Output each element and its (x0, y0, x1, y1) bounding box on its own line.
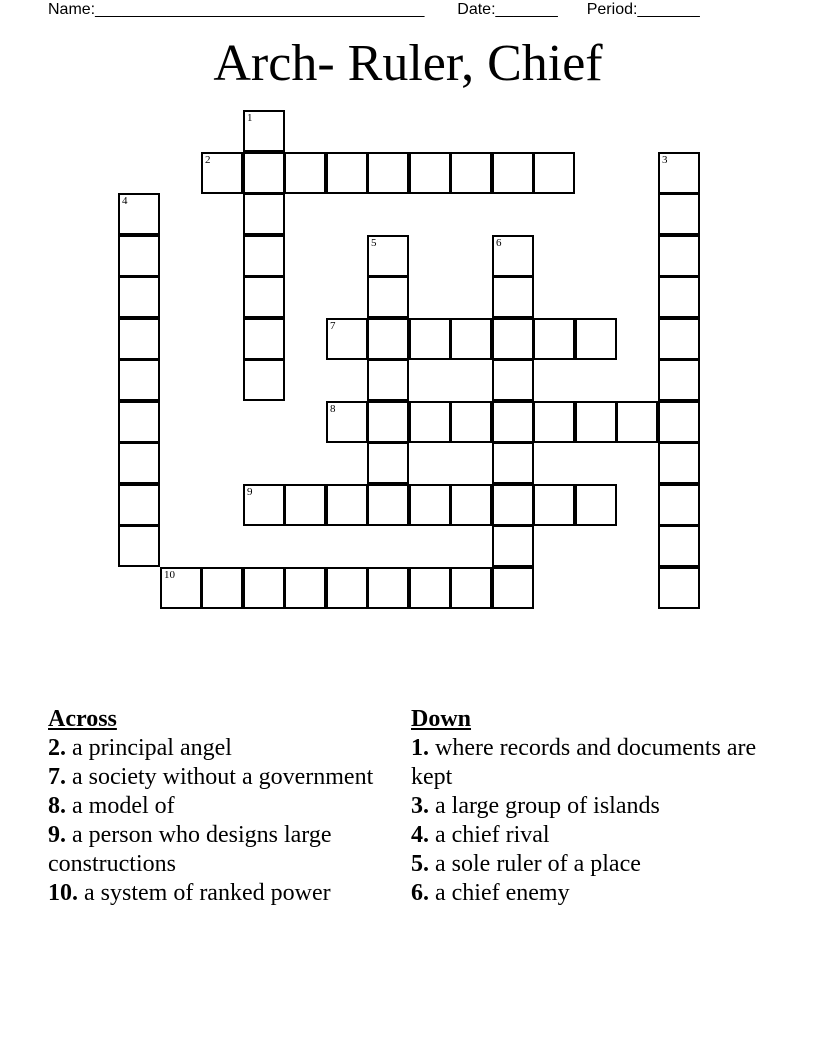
grid-cell[interactable] (326, 401, 368, 443)
grid-cell[interactable] (118, 276, 160, 318)
name-blank[interactable]: _____________________________________ (95, 1, 425, 18)
clue-number-label: 7 (330, 320, 336, 332)
grid-cell[interactable] (118, 235, 160, 277)
grid-cell[interactable] (450, 484, 492, 526)
grid-cell[interactable] (533, 401, 575, 443)
grid-cell[interactable] (658, 276, 700, 318)
clue-number-label: 10 (164, 569, 175, 581)
grid-cell[interactable] (409, 152, 451, 194)
grid-cell[interactable] (492, 567, 534, 609)
grid-cell[interactable] (118, 318, 160, 360)
grid-cell[interactable] (658, 359, 700, 401)
clue-text: a society without a government (72, 764, 374, 790)
clue-number: 1. (411, 735, 429, 761)
clue-number-label: 6 (496, 237, 502, 249)
grid-cell[interactable] (575, 318, 617, 360)
grid-cell[interactable] (326, 567, 368, 609)
grid-cell[interactable] (243, 193, 285, 235)
grid-cell[interactable] (243, 152, 285, 194)
grid-cell[interactable] (492, 152, 534, 194)
grid-cell[interactable] (450, 152, 492, 194)
grid-cell[interactable] (492, 359, 534, 401)
grid-cell[interactable] (284, 567, 326, 609)
grid-cell[interactable] (533, 318, 575, 360)
grid-cell[interactable] (243, 567, 285, 609)
grid-cell[interactable] (492, 442, 534, 484)
grid-cell[interactable] (284, 484, 326, 526)
across-clues (48, 704, 393, 908)
grid-cell[interactable] (367, 401, 409, 443)
period-label: Period: (586, 1, 638, 18)
date-label: Date: (457, 1, 496, 18)
grid-cell[interactable] (533, 152, 575, 194)
grid-cell[interactable] (367, 567, 409, 609)
grid-cell[interactable] (118, 359, 160, 401)
grid-cell[interactable] (367, 235, 409, 277)
grid-cell[interactable] (201, 152, 243, 194)
across-heading: Across (48, 706, 117, 732)
date-blank[interactable]: _______ (495, 1, 558, 18)
grid-cell[interactable] (658, 484, 700, 526)
grid-cell[interactable] (367, 318, 409, 360)
puzzle-title: Arch- Ruler, Chief (213, 35, 603, 92)
down-clues (411, 704, 771, 908)
clue-number: 5. (411, 851, 429, 877)
grid-cell[interactable] (450, 567, 492, 609)
grid-cell[interactable] (492, 484, 534, 526)
down-heading: Down (411, 706, 472, 732)
grid-cell[interactable] (492, 525, 534, 567)
grid-cell[interactable] (492, 401, 534, 443)
grid-cell[interactable] (367, 276, 409, 318)
grid-cell[interactable] (575, 401, 617, 443)
grid-cell[interactable] (450, 318, 492, 360)
clue-number: 3. (411, 793, 429, 819)
grid-cell[interactable] (118, 193, 160, 235)
grid-cell[interactable] (118, 484, 160, 526)
clue-text: where records and documents are kept (411, 735, 757, 790)
grid-cell[interactable] (492, 235, 534, 277)
grid-cell[interactable] (658, 193, 700, 235)
grid-cell[interactable] (658, 525, 700, 567)
grid-cell[interactable] (658, 442, 700, 484)
down-clue (411, 792, 771, 821)
across-clue (48, 879, 393, 908)
grid-cell[interactable] (243, 484, 285, 526)
grid-cell[interactable] (326, 152, 368, 194)
grid-cell[interactable] (409, 318, 451, 360)
grid-cell[interactable] (658, 401, 700, 443)
grid-cell[interactable] (201, 567, 243, 609)
clue-number-label: 1 (247, 112, 253, 124)
grid-cell[interactable] (367, 359, 409, 401)
grid-cell[interactable] (450, 401, 492, 443)
clue-number: 10. (48, 880, 78, 906)
clue-number: 8. (48, 793, 66, 819)
grid-cell[interactable] (118, 401, 160, 443)
grid-cell[interactable] (326, 484, 368, 526)
clue-number: 7. (48, 764, 66, 790)
grid-cell[interactable] (616, 401, 658, 443)
clue-number-label: 5 (371, 237, 377, 249)
across-clue (48, 763, 393, 792)
clue-number: 6. (411, 880, 429, 906)
clue-number-label: 9 (247, 486, 253, 498)
grid-cell[interactable] (658, 235, 700, 277)
clue-text: a principal angel (72, 735, 232, 761)
down-clue (411, 821, 771, 850)
grid-cell[interactable] (284, 152, 326, 194)
clue-text: a chief enemy (435, 880, 570, 906)
clue-text: a sole ruler of a place (435, 851, 641, 877)
grid-cell[interactable] (367, 152, 409, 194)
grid-cell[interactable] (243, 235, 285, 277)
grid-cell[interactable] (533, 484, 575, 526)
grid-cell[interactable] (243, 318, 285, 360)
grid-cell[interactable] (409, 484, 451, 526)
grid-cell[interactable] (492, 318, 534, 360)
grid-cell[interactable] (658, 567, 700, 609)
clue-number-label: 2 (205, 154, 211, 166)
grid-cell[interactable] (658, 318, 700, 360)
grid-cell[interactable] (409, 401, 451, 443)
grid-cell[interactable] (575, 484, 617, 526)
across-clue (48, 734, 393, 763)
across-clue (48, 821, 393, 879)
clue-number: 4. (411, 822, 429, 848)
grid-cell[interactable] (492, 276, 534, 318)
clue-number: 9. (48, 822, 66, 848)
grid-cell[interactable] (367, 442, 409, 484)
grid-cell[interactable] (243, 359, 285, 401)
clue-text: a model of (72, 793, 175, 819)
grid-cell[interactable] (118, 442, 160, 484)
clue-number-label: 4 (122, 195, 128, 207)
grid-cell[interactable] (243, 110, 285, 152)
grid-cell[interactable] (367, 484, 409, 526)
clue-text: a chief rival (435, 822, 550, 848)
grid-cell[interactable] (118, 525, 160, 567)
clue-number-label: 3 (662, 154, 668, 166)
grid-cell[interactable] (160, 567, 202, 609)
clue-text: a person who designs large constructions (48, 822, 332, 877)
across-clue (48, 792, 393, 821)
grid-cell[interactable] (409, 567, 451, 609)
clue-text: a system of ranked power (84, 880, 331, 906)
down-clue (411, 734, 771, 792)
clue-number: 2. (48, 735, 66, 761)
grid-cell[interactable] (326, 318, 368, 360)
down-clue (411, 879, 771, 908)
name-label: Name: (48, 1, 96, 18)
clue-number-label: 8 (330, 403, 336, 415)
down-clue (411, 850, 771, 879)
clue-text: a large group of islands (435, 793, 660, 819)
grid-cell[interactable] (243, 276, 285, 318)
period-blank[interactable]: _______ (637, 1, 700, 18)
grid-cell[interactable] (658, 152, 700, 194)
